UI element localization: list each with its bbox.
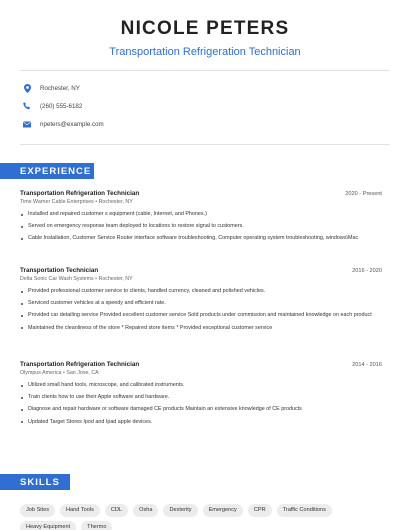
location-pin-icon <box>20 84 34 93</box>
job-bullet: Maintained the cleanliness of the store * Repaired store items * Provided exceptional customer service <box>20 325 382 333</box>
phone-text: (260) 555-6182 <box>40 102 83 110</box>
contact-location <box>20 84 80 93</box>
job-company: Delta Sonic Car Wash Systems <box>20 276 94 282</box>
job-bullet: Utilized small hand tools, microscope, and calibrated instruments. <box>20 382 382 390</box>
skill-tag: Emergency <box>203 504 243 517</box>
contact-email <box>20 121 104 128</box>
skill-tag: Traffic Conditions <box>277 504 332 517</box>
skill-tag: Dexterity <box>163 504 197 517</box>
resume-header <box>0 0 410 58</box>
skills-list <box>20 504 390 530</box>
job-bullet: Serviced customer vehicles at a speedy and efficient rate. <box>20 300 382 308</box>
candidate-title: Transportation Refrigeration Technician <box>109 46 301 58</box>
job-title: Transportation Refrigeration Technician <box>20 361 140 368</box>
skill-tag: Job Sites <box>20 504 55 517</box>
job-dates: 2014 - 2016 <box>352 362 382 368</box>
email-text: npeters@example.com <box>40 121 104 128</box>
header-divider <box>20 70 390 71</box>
job-dates: 2020 - Present <box>345 191 382 197</box>
job-bullet: Cable Installation, Customer Service Router interface software troubleshooting, Computer operating system troubleshooting, windows\Mac <box>20 235 382 243</box>
job-location: Rochester, NY <box>98 199 133 205</box>
location-text: Rochester, NY <box>40 85 80 92</box>
contact-divider <box>20 144 390 145</box>
job-bullet: Diagnose and repair hardware or software damaged CE products Maintain an extensive knowledge of CE products <box>20 406 382 414</box>
skill-tag: Thermo <box>81 521 112 530</box>
job-bullet: Updated Target Stores Ipod and Ipad apple devices. <box>20 419 382 427</box>
job-location: Rochester, NY <box>98 276 133 282</box>
job-bullet: Provided car detailing service Provided excellent customer service Sold products under commission and maintained knowledge on each product <box>20 312 382 320</box>
job-company: Olympus America <box>20 370 62 376</box>
skill-tag: Osha <box>133 504 158 517</box>
skill-tag: CPR <box>248 504 272 517</box>
job-bullet: Provided professional customer service to clients, handled currency, cleaned and polished vehicles. <box>20 288 382 296</box>
job-company-line: Time Warner Cable Enterprises • Rochester, NY <box>20 199 133 205</box>
contact-phone <box>20 102 82 110</box>
job-location: San Jose, CA <box>66 370 99 376</box>
job-company-line: Delta Sonic Car Wash Systems • Rochester, NY <box>20 276 133 282</box>
skill-tag: Hand Tools <box>60 504 100 517</box>
job-company: Time Warner Cable Enterprises <box>20 199 94 205</box>
job-entry <box>20 267 382 337</box>
job-title: Transportation Refrigeration Technician <box>20 190 140 197</box>
job-bullet: Installed and repaired customer s equipment (cable, Internet, and Phones.) <box>20 211 382 219</box>
skill-tag: Heavy Equipment <box>20 521 76 530</box>
job-bullet: Train clients how to use their Apple software and hardware. <box>20 394 382 402</box>
job-dates: 2016 - 2020 <box>352 268 382 274</box>
job-title: Transportation Technician <box>20 267 99 274</box>
job-entry <box>20 361 382 431</box>
candidate-name: NICOLE PETERS <box>120 18 290 39</box>
phone-icon <box>20 102 34 110</box>
skill-tag: CDL <box>105 504 128 517</box>
experience-section-header: EXPERIENCE <box>0 163 94 179</box>
email-icon <box>20 121 34 128</box>
skills-section-header: SKILLS <box>0 474 70 490</box>
job-entry <box>20 190 382 248</box>
job-company-line: Olympus America • San Jose, CA <box>20 370 99 376</box>
job-bullet: Served on emergency response team deployed to locations to restore signal to customers. <box>20 223 382 231</box>
